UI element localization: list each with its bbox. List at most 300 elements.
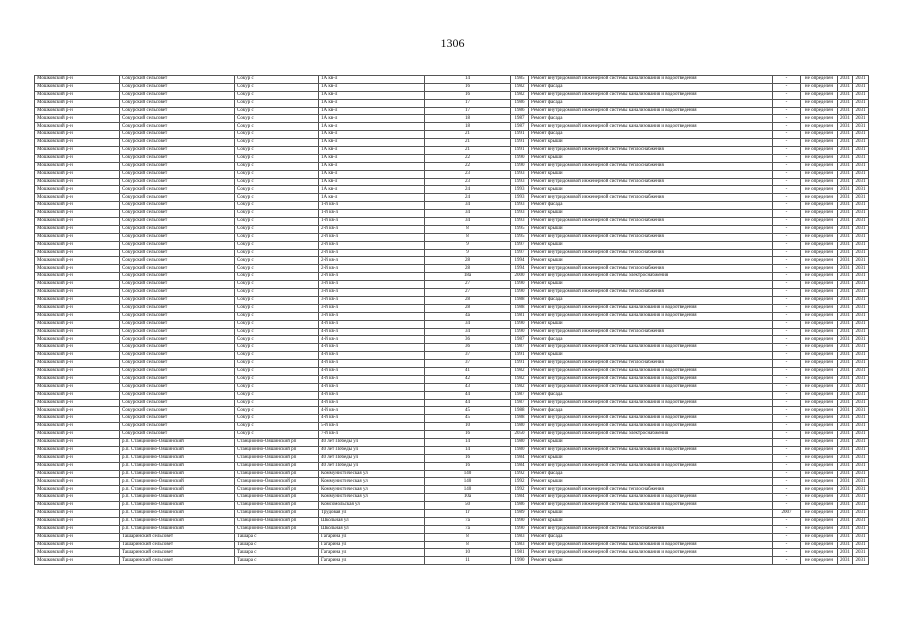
- end-year-cell: 2031: [853, 557, 869, 565]
- settlement-cell: Сокур с: [235, 336, 319, 344]
- table-row: [35, 147, 869, 155]
- start-year-cell: 2031: [838, 194, 853, 202]
- end-year-cell: 2031: [853, 454, 869, 462]
- street-cell: 2-й кв-л: [319, 257, 425, 265]
- work-type-cell: Ремонт внутридомовой инженерной системы канализования и водоотведения: [529, 312, 773, 320]
- street-cell: 7-й кв-л: [319, 431, 425, 439]
- district-cell: Мошковский р-н: [35, 99, 120, 107]
- work-type-cell: Ремонт фасада: [529, 391, 773, 399]
- street-cell: 1А кв-л: [319, 178, 425, 186]
- district-cell: Мошковский р-н: [35, 525, 120, 533]
- build-year-cell: 1990: [511, 154, 529, 162]
- cost-cell: не определен: [801, 249, 838, 257]
- house-number-cell: 9: [425, 241, 511, 249]
- settlement-cell: Сокур с: [235, 186, 319, 194]
- cost-cell: не определен: [801, 549, 838, 557]
- cost-cell: не определен: [801, 241, 838, 249]
- municipality-cell: Сокурский сельсовет: [120, 415, 235, 423]
- start-year-cell: 2031: [838, 470, 853, 478]
- start-year-cell: 2031: [838, 344, 853, 352]
- build-year-cell: 1995: [511, 233, 529, 241]
- last-repair-year-cell: -: [773, 76, 801, 84]
- build-year-cell: 1990: [511, 289, 529, 297]
- house-number-cell: 22: [425, 162, 511, 170]
- work-type-cell: Ремонт фасада: [529, 99, 773, 107]
- settlement-cell: Сокур с: [235, 218, 319, 226]
- end-year-cell: 2031: [853, 517, 869, 525]
- build-year-cell: 1983: [511, 533, 529, 541]
- cost-cell: не определен: [801, 139, 838, 147]
- house-number-cell: 28: [425, 296, 511, 304]
- house-number-cell: 140: [425, 470, 511, 478]
- settlement-cell: Сокур с: [235, 257, 319, 265]
- last-repair-year-cell: -: [773, 431, 801, 439]
- table-row: [35, 320, 869, 328]
- cost-cell: не определен: [801, 289, 838, 297]
- house-number-cell: 44: [425, 399, 511, 407]
- municipality-cell: Ташаринский сельсовет: [120, 533, 235, 541]
- start-year-cell: 2031: [838, 139, 853, 147]
- district-cell: Мошковский р-н: [35, 107, 120, 115]
- municipality-cell: р.п. Станционно-Ояшинский: [120, 509, 235, 517]
- street-cell: 1А кв-л: [319, 131, 425, 139]
- district-cell: Мошковский р-н: [35, 218, 120, 226]
- last-repair-year-cell: -: [773, 446, 801, 454]
- district-cell: Мошковский р-н: [35, 478, 120, 486]
- end-year-cell: 2031: [853, 147, 869, 155]
- work-type-cell: Ремонт фасада: [529, 470, 773, 478]
- build-year-cell: 1987: [511, 399, 529, 407]
- cost-cell: не определен: [801, 470, 838, 478]
- district-cell: Мошковский р-н: [35, 273, 120, 281]
- municipality-cell: Сокурский сельсовет: [120, 139, 235, 147]
- settlement-cell: Сокур с: [235, 383, 319, 391]
- work-type-cell: Ремонт фасада: [529, 131, 773, 139]
- end-year-cell: 2031: [853, 478, 869, 486]
- last-repair-year-cell: 2007: [773, 509, 801, 517]
- end-year-cell: 2031: [853, 470, 869, 478]
- table-row: [35, 99, 869, 107]
- work-type-cell: Ремонт внутридомовой инженерной системы теплоснабжения: [529, 249, 773, 257]
- municipality-cell: Ташаринский сельсовет: [120, 549, 235, 557]
- end-year-cell: 2031: [853, 249, 869, 257]
- municipality-cell: Сокурский сельсовет: [120, 241, 235, 249]
- build-year-cell: 1990: [511, 517, 529, 525]
- house-number-cell: 28: [425, 257, 511, 265]
- work-type-cell: Ремонт фасада: [529, 296, 773, 304]
- start-year-cell: 2031: [838, 99, 853, 107]
- end-year-cell: 2031: [853, 139, 869, 147]
- district-cell: Мошковский р-н: [35, 423, 120, 431]
- last-repair-year-cell: -: [773, 273, 801, 281]
- district-cell: Мошковский р-н: [35, 76, 120, 84]
- settlement-cell: Сокур с: [235, 415, 319, 423]
- cost-cell: не определен: [801, 375, 838, 383]
- street-cell: 4-й кв-л: [319, 328, 425, 336]
- settlement-cell: Сокур с: [235, 99, 319, 107]
- build-year-cell: 1987: [511, 336, 529, 344]
- street-cell: 40 лет Победы ул: [319, 454, 425, 462]
- street-cell: 4-й кв-л: [319, 407, 425, 415]
- end-year-cell: 2031: [853, 494, 869, 502]
- settlement-cell: Станционно-Ояшинский рп: [235, 454, 319, 462]
- settlement-cell: Сокур с: [235, 423, 319, 431]
- street-cell: 2-й кв-л: [319, 249, 425, 257]
- last-repair-year-cell: -: [773, 352, 801, 360]
- settlement-cell: Станционно-Ояшинский рп: [235, 517, 319, 525]
- end-year-cell: 2031: [853, 154, 869, 162]
- build-year-cell: 1993: [511, 202, 529, 210]
- table-row: [35, 391, 869, 399]
- table-row: [35, 344, 869, 352]
- build-year-cell: 1982: [511, 83, 529, 91]
- house-number-cell: 34: [425, 210, 511, 218]
- start-year-cell: 2031: [838, 486, 853, 494]
- build-year-cell: 1991: [511, 139, 529, 147]
- municipality-cell: Сокурский сельсовет: [120, 225, 235, 233]
- work-type-cell: Ремонт внутридомовой инженерной системы теплоснабжения: [529, 328, 773, 336]
- district-cell: Мошковский р-н: [35, 225, 120, 233]
- table-row: [35, 194, 869, 202]
- work-type-cell: Ремонт крыши: [529, 454, 773, 462]
- district-cell: Мошковский р-н: [35, 320, 120, 328]
- build-year-cell: 1982: [511, 367, 529, 375]
- table-row: [35, 407, 869, 415]
- municipality-cell: р.п. Станционно-Ояшинский: [120, 478, 235, 486]
- municipality-cell: Сокурский сельсовет: [120, 178, 235, 186]
- settlement-cell: Сокур с: [235, 304, 319, 312]
- street-cell: 1-й кв-л: [319, 210, 425, 218]
- build-year-cell: 1988: [511, 407, 529, 415]
- settlement-cell: Сокур с: [235, 107, 319, 115]
- end-year-cell: 2031: [853, 549, 869, 557]
- table-row: [35, 210, 869, 218]
- street-cell: 4-й кв-л: [319, 320, 425, 328]
- district-cell: Мошковский р-н: [35, 170, 120, 178]
- last-repair-year-cell: -: [773, 202, 801, 210]
- district-cell: Мошковский р-н: [35, 233, 120, 241]
- start-year-cell: 2031: [838, 312, 853, 320]
- work-type-cell: Ремонт фасада: [529, 336, 773, 344]
- last-repair-year-cell: -: [773, 265, 801, 273]
- last-repair-year-cell: -: [773, 218, 801, 226]
- table-row: [35, 549, 869, 557]
- municipality-cell: Сокурский сельсовет: [120, 391, 235, 399]
- district-cell: Мошковский р-н: [35, 312, 120, 320]
- start-year-cell: 2031: [838, 438, 853, 446]
- house-number-cell: 24: [425, 194, 511, 202]
- table-row: [35, 123, 869, 131]
- municipality-cell: р.п. Станционно-Ояшинский: [120, 486, 235, 494]
- municipality-cell: Сокурский сельсовет: [120, 257, 235, 265]
- district-cell: Мошковский р-н: [35, 123, 120, 131]
- table-row: [35, 304, 869, 312]
- last-repair-year-cell: -: [773, 533, 801, 541]
- settlement-cell: Сокур с: [235, 391, 319, 399]
- last-repair-year-cell: -: [773, 194, 801, 202]
- table-row: [35, 257, 869, 265]
- cost-cell: не определен: [801, 281, 838, 289]
- house-number-cell: 37: [425, 360, 511, 368]
- cost-cell: не определен: [801, 107, 838, 115]
- district-cell: Мошковский р-н: [35, 431, 120, 439]
- settlement-cell: Сокур с: [235, 147, 319, 155]
- end-year-cell: 2031: [853, 446, 869, 454]
- work-type-cell: Ремонт внутридомовой инженерной системы теплоснабжения: [529, 162, 773, 170]
- street-cell: Комсомольская ул: [319, 502, 425, 510]
- street-cell: 1А кв-л: [319, 170, 425, 178]
- street-cell: Гагарина ул: [319, 557, 425, 565]
- last-repair-year-cell: -: [773, 360, 801, 368]
- table-row: [35, 509, 869, 517]
- settlement-cell: Сокур с: [235, 375, 319, 383]
- build-year-cell: 1987: [511, 344, 529, 352]
- end-year-cell: 2031: [853, 257, 869, 265]
- work-type-cell: Ремонт внутридомовой инженерной системы канализования и водоотведения: [529, 344, 773, 352]
- build-year-cell: 1986: [511, 107, 529, 115]
- start-year-cell: 2031: [838, 352, 853, 360]
- municipality-cell: Ташаринский сельсовет: [120, 557, 235, 565]
- last-repair-year-cell: -: [773, 154, 801, 162]
- settlement-cell: Сокур с: [235, 162, 319, 170]
- start-year-cell: 2031: [838, 210, 853, 218]
- street-cell: Коммунистическая ул: [319, 478, 425, 486]
- last-repair-year-cell: -: [773, 99, 801, 107]
- municipality-cell: Сокурский сельсовет: [120, 147, 235, 155]
- district-cell: Мошковский р-н: [35, 533, 120, 541]
- build-year-cell: 1983: [511, 541, 529, 549]
- last-repair-year-cell: -: [773, 83, 801, 91]
- house-number-cell: 10: [425, 423, 511, 431]
- table-row: [35, 233, 869, 241]
- start-year-cell: 2031: [838, 517, 853, 525]
- street-cell: 1А кв-л: [319, 147, 425, 155]
- last-repair-year-cell: -: [773, 312, 801, 320]
- municipality-cell: Сокурский сельсовет: [120, 162, 235, 170]
- municipality-cell: Сокурский сельсовет: [120, 83, 235, 91]
- build-year-cell: 1986: [511, 99, 529, 107]
- end-year-cell: 2031: [853, 525, 869, 533]
- end-year-cell: 2031: [853, 170, 869, 178]
- district-cell: Мошковский р-н: [35, 557, 120, 565]
- start-year-cell: 2031: [838, 454, 853, 462]
- start-year-cell: 2031: [838, 154, 853, 162]
- cost-cell: не определен: [801, 462, 838, 470]
- build-year-cell: 1997: [511, 249, 529, 257]
- last-repair-year-cell: -: [773, 344, 801, 352]
- municipality-cell: Сокурский сельсовет: [120, 131, 235, 139]
- cost-cell: не определен: [801, 265, 838, 273]
- cost-cell: не определен: [801, 360, 838, 368]
- municipality-cell: р.п. Станционно-Ояшинский: [120, 517, 235, 525]
- work-type-cell: Ремонт крыши: [529, 257, 773, 265]
- start-year-cell: 2031: [838, 375, 853, 383]
- last-repair-year-cell: -: [773, 107, 801, 115]
- start-year-cell: 2031: [838, 225, 853, 233]
- cost-cell: не определен: [801, 312, 838, 320]
- cost-cell: не определен: [801, 296, 838, 304]
- cost-cell: не определен: [801, 557, 838, 565]
- settlement-cell: Сокур с: [235, 123, 319, 131]
- start-year-cell: 2031: [838, 147, 853, 155]
- end-year-cell: 2031: [853, 407, 869, 415]
- end-year-cell: 2031: [853, 76, 869, 84]
- district-cell: Мошковский р-н: [35, 383, 120, 391]
- street-cell: 1А кв-л: [319, 107, 425, 115]
- last-repair-year-cell: -: [773, 375, 801, 383]
- last-repair-year-cell: -: [773, 454, 801, 462]
- cost-cell: не определен: [801, 162, 838, 170]
- build-year-cell: 2050: [511, 431, 529, 439]
- end-year-cell: 2031: [853, 281, 869, 289]
- end-year-cell: 2031: [853, 296, 869, 304]
- table-row: [35, 328, 869, 336]
- house-number-cell: 34: [425, 218, 511, 226]
- cost-cell: не определен: [801, 304, 838, 312]
- start-year-cell: 2031: [838, 91, 853, 99]
- table-row: [35, 289, 869, 297]
- cost-cell: не определен: [801, 391, 838, 399]
- district-cell: Мошковский р-н: [35, 470, 120, 478]
- table-row: [35, 107, 869, 115]
- end-year-cell: 2031: [853, 312, 869, 320]
- table-row: [35, 249, 869, 257]
- last-repair-year-cell: -: [773, 162, 801, 170]
- end-year-cell: 2031: [853, 304, 869, 312]
- settlement-cell: Сокур с: [235, 296, 319, 304]
- house-number-cell: 10: [425, 549, 511, 557]
- house-number-cell: 11: [425, 557, 511, 565]
- last-repair-year-cell: -: [773, 289, 801, 297]
- end-year-cell: 2031: [853, 99, 869, 107]
- house-number-cell: 37: [425, 352, 511, 360]
- street-cell: 2-й кв-л: [319, 273, 425, 281]
- table-row: [35, 462, 869, 470]
- start-year-cell: 2031: [838, 502, 853, 510]
- build-year-cell: 1984: [511, 462, 529, 470]
- cost-cell: не определен: [801, 218, 838, 226]
- work-type-cell: Ремонт внутридомовой инженерной системы канализования и водоотведения: [529, 375, 773, 383]
- house-number-cell: 140: [425, 478, 511, 486]
- build-year-cell: 1980: [511, 438, 529, 446]
- settlement-cell: Сокур с: [235, 210, 319, 218]
- last-repair-year-cell: -: [773, 494, 801, 502]
- build-year-cell: 2000: [511, 273, 529, 281]
- table-row: [35, 154, 869, 162]
- municipality-cell: Сокурский сельсовет: [120, 423, 235, 431]
- end-year-cell: 2031: [853, 533, 869, 541]
- table-row: [35, 383, 869, 391]
- house-number-cell: 45: [425, 407, 511, 415]
- start-year-cell: 2031: [838, 423, 853, 431]
- end-year-cell: 2031: [853, 423, 869, 431]
- last-repair-year-cell: -: [773, 462, 801, 470]
- district-cell: Мошковский р-н: [35, 154, 120, 162]
- cost-cell: не определен: [801, 257, 838, 265]
- table-row: [35, 478, 869, 486]
- settlement-cell: Ташара с: [235, 549, 319, 557]
- build-year-cell: 1994: [511, 257, 529, 265]
- district-cell: Мошковский р-н: [35, 494, 120, 502]
- cost-cell: не определен: [801, 533, 838, 541]
- housing-repair-table: [34, 75, 869, 565]
- settlement-cell: Сокур с: [235, 265, 319, 273]
- street-cell: 4-й кв-л: [319, 336, 425, 344]
- end-year-cell: 2031: [853, 162, 869, 170]
- house-number-cell: 8: [425, 533, 511, 541]
- work-type-cell: Ремонт крыши: [529, 241, 773, 249]
- district-cell: Мошковский р-н: [35, 178, 120, 186]
- house-number-cell: 14: [425, 446, 511, 454]
- cost-cell: не определен: [801, 502, 838, 510]
- end-year-cell: 2031: [853, 344, 869, 352]
- house-number-cell: 10а: [425, 494, 511, 502]
- street-cell: 1А кв-л: [319, 91, 425, 99]
- work-type-cell: Ремонт внутридомовой инженерной системы канализования и водоотведения: [529, 494, 773, 502]
- district-cell: Мошковский р-н: [35, 296, 120, 304]
- municipality-cell: Сокурский сельсовет: [120, 249, 235, 257]
- work-type-cell: Ремонт внутридомовой инженерной системы теплоснабжения: [529, 360, 773, 368]
- district-cell: Мошковский р-н: [35, 517, 120, 525]
- settlement-cell: Сокур с: [235, 154, 319, 162]
- work-type-cell: Ремонт крыши: [529, 154, 773, 162]
- work-type-cell: Ремонт внутридомовой инженерной системы канализования и водоотведения: [529, 76, 773, 84]
- municipality-cell: Сокурский сельсовет: [120, 210, 235, 218]
- end-year-cell: 2031: [853, 273, 869, 281]
- start-year-cell: 2031: [838, 107, 853, 115]
- cost-cell: не определен: [801, 320, 838, 328]
- work-type-cell: Ремонт крыши: [529, 352, 773, 360]
- street-cell: 1А кв-л: [319, 186, 425, 194]
- house-number-cell: 17: [425, 99, 511, 107]
- street-cell: 2-й кв-л: [319, 233, 425, 241]
- cost-cell: не определен: [801, 407, 838, 415]
- page-number: 1306: [440, 36, 465, 50]
- build-year-cell: 1989: [511, 509, 529, 517]
- street-cell: 1А кв-л: [319, 83, 425, 91]
- street-cell: 3-й кв-л: [319, 304, 425, 312]
- house-number-cell: 34: [425, 320, 511, 328]
- start-year-cell: 2031: [838, 360, 853, 368]
- house-number-cell: 8: [425, 541, 511, 549]
- house-number-cell: 36: [425, 336, 511, 344]
- district-cell: Мошковский р-н: [35, 509, 120, 517]
- settlement-cell: Сокур с: [235, 352, 319, 360]
- work-type-cell: Ремонт внутридомовой инженерной системы электроснабжения: [529, 431, 773, 439]
- end-year-cell: 2031: [853, 131, 869, 139]
- last-repair-year-cell: -: [773, 541, 801, 549]
- work-type-cell: Ремонт фасада: [529, 115, 773, 123]
- start-year-cell: 2031: [838, 557, 853, 565]
- table-row: [35, 202, 869, 210]
- settlement-cell: Сокур с: [235, 241, 319, 249]
- street-cell: 1-й кв-л: [319, 218, 425, 226]
- municipality-cell: р.п. Станционно-Ояшинский: [120, 438, 235, 446]
- street-cell: 40 лет Победы ул: [319, 438, 425, 446]
- municipality-cell: Сокурский сельсовет: [120, 296, 235, 304]
- street-cell: Трудовая ул: [319, 509, 425, 517]
- cost-cell: не определен: [801, 383, 838, 391]
- street-cell: 4-й кв-л: [319, 360, 425, 368]
- street-cell: 2-й кв-л: [319, 241, 425, 249]
- house-number-cell: 42: [425, 375, 511, 383]
- district-cell: Мошковский р-н: [35, 462, 120, 470]
- district-cell: Мошковский р-н: [35, 147, 120, 155]
- cost-cell: не определен: [801, 431, 838, 439]
- house-number-cell: 50: [425, 502, 511, 510]
- district-cell: Мошковский р-н: [35, 304, 120, 312]
- start-year-cell: 2031: [838, 249, 853, 257]
